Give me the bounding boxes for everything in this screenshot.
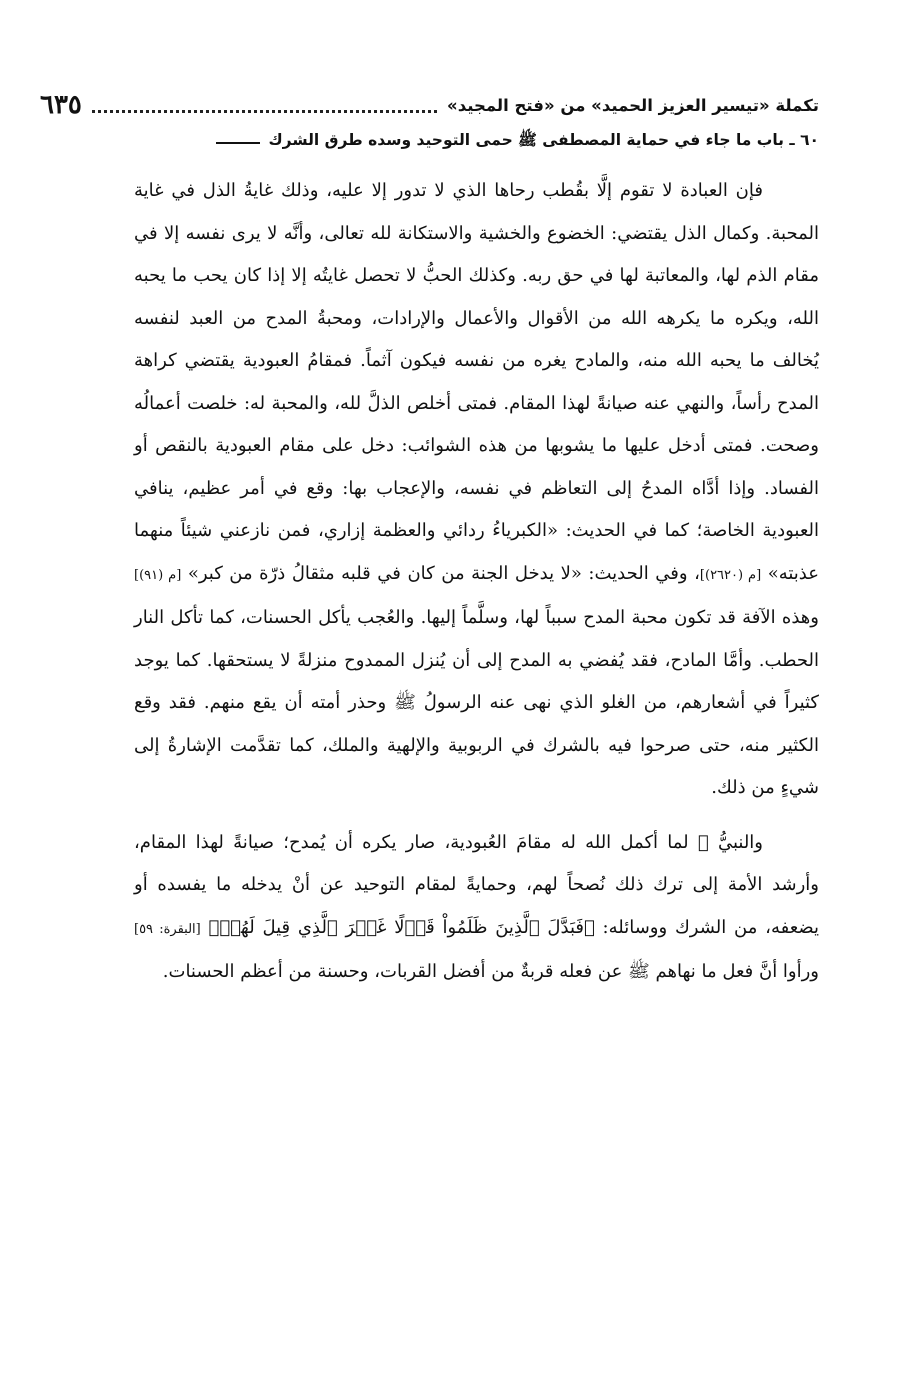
paragraph-2 xyxy=(134,822,819,994)
paragraph-2-text: والنبيُّ ﷺ لما أكمل الله له مقامَ العُبودية، صار يكره أن يُمدح؛ صيانةً لهذا المقام، وأرشد الأمة إلى ترك ذلك نُصحاً لهم، وحمايةً لمقام التوحيد عن أنْ يدخله ما يفسده أو يضعفه، من الشرك ووسائله: ﴿فَبَدَّلَ ٱلَّذِينَ ظَلَمُواْ قَوۡلًا غَيۡرَ ٱلَّذِي قِيلَ لَهُمۡ﴾ xyxy=(134,831,820,938)
paragraph-1-text: فإن العبادة لا تقوم إلَّا بقُطب رحاها الذي لا تدور إلا عليه، وذلك غايةُ الذل في غاية المحبة. وكمال الذل يقتضي: الخضوع والخشية والاستكانة لله تعالى، وأنَّه لا يرى نفسه إلا في مقام الذم لها، والمعاتبة لها في حق ربه. وكذلك الحبُّ لا تحصل غايتُه إلا إذا كان يحب ما يحبه الله، ويكره ما يكرهه الله من الأقوال والأعمال والإرادات، ومحبةُ المدح من العبد لنفسه يُخالف ما يحبه الله منه، والمادح يغره من نفسه فيكون آثماً. فمقامُ العبودية يقتضي كراهة المدح رأساً، والنهي عنه صيانةً لهذا المقام. فمتى أخلص الذلَّ لله، والمحبة له: خلصت أعمالُه وصحت. فمتى أدخل عليها ما يشوبها من هذه الشوائب: دخل على مقام العبودية بالنقص أو الفساد. وإذا أدَّاه المدحُ إلى التعاظم في نفسه، والإعجاب بها: وقع في أمر عظيم، ينافي العبودية الخاصة؛ كما في الحديث: «الكبرياءُ ردائي والعظمة إزاري، فمن نازعني شيئاً منهما عذبته» xyxy=(134,180,819,584)
chapter-heading xyxy=(132,126,819,156)
citation-3: [البقرة: ٥٩] xyxy=(134,921,201,937)
page-number: ٦٣٥ xyxy=(40,90,82,120)
citation-2: [م (٩١)] xyxy=(134,567,182,583)
book-title: تكملة «تيسير العزيز الحميد» من «فتح المجيد» xyxy=(447,95,819,115)
chapter-rule xyxy=(216,142,260,144)
paragraph-1-text-b: ، وفي الحديث: «لا يدخل الجنة من كان في قلبه مثقالُ ذرّة من كبر» xyxy=(187,562,700,584)
running-header xyxy=(40,86,819,124)
paragraph-2-text-b: ورأوا أنَّ فعل ما نهاهم ﷺ عن فعله قربةٌ من أفضل القربات، وحسنة من أعظم الحسنات. xyxy=(162,961,819,982)
citation-1: [م (٢٦٢٠)] xyxy=(699,567,762,583)
paragraph-1 xyxy=(134,170,819,810)
chapter-title: ٦٠ ـ باب ما جاء في حماية المصطفى ﷺ حمى التوحيد وسده طرق الشرك xyxy=(268,130,819,149)
dot-leader xyxy=(92,108,437,113)
paragraph-1-text-c: وهذه الآفة قد تكون محبة المدح سبباً لها، وسلَّماً إليها. والعُجب يأكل الحسنات، كما تأكل النار الحطب. وأمَّا المادح، فقد يُفضي به المدح إلى أن يُنزل الممدوح منزلةً لا يستحقها. كما يوجد كثيراً في أشعارهم، من الغلو الذي نهى عنه الرسولُ ﷺ وحذر أمته أن يقع منهم. فقد وقع الكثير منه، حتى صرحوا فيه بالشرك في الربوبية والإلهية والملك، كما تقدَّمت الإشارةُ إلى شيءٍ من ذلك. xyxy=(134,607,819,798)
body-text xyxy=(134,170,819,994)
